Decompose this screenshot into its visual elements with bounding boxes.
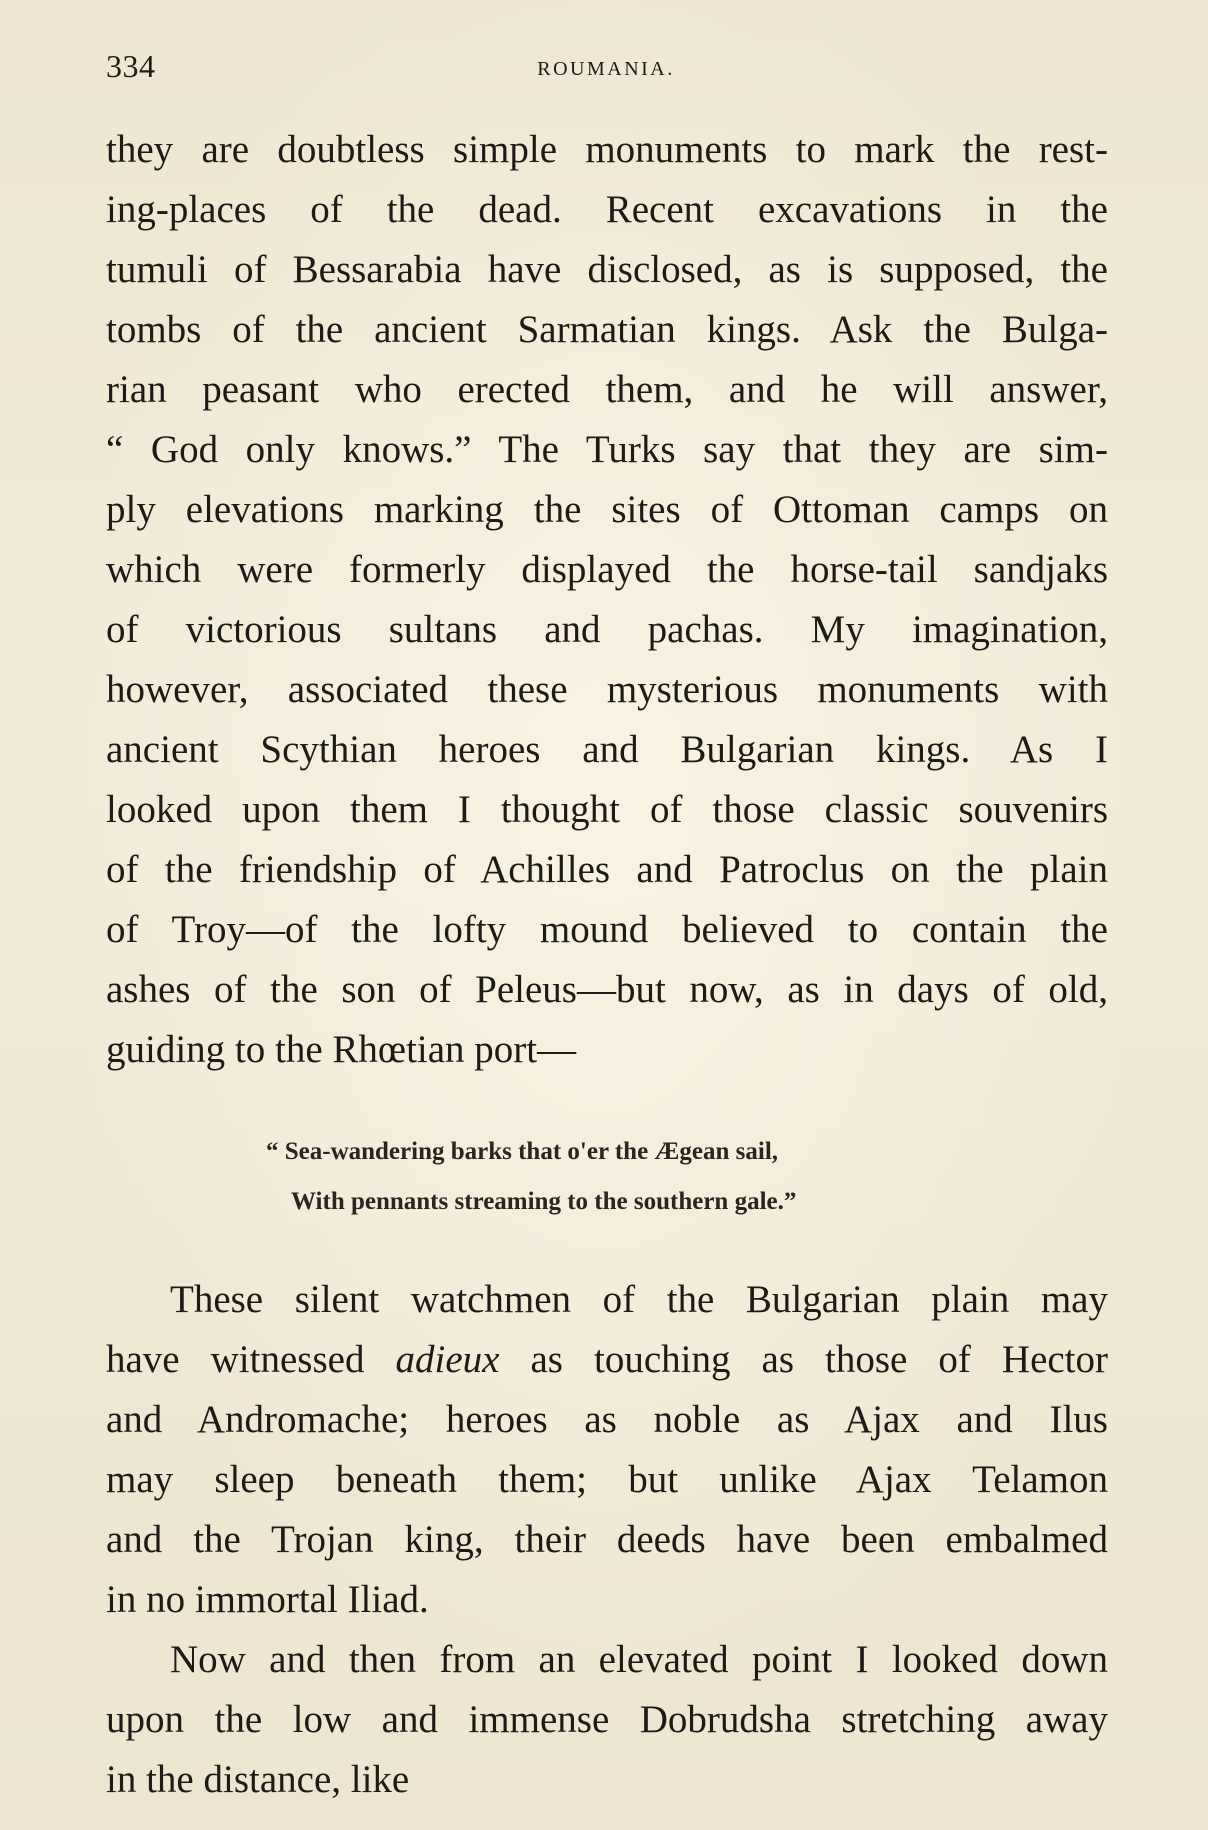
verse-line: With pennants streaming to the southern gale.” xyxy=(291,1188,797,1215)
text-line: and the Trojan king, their deeds have been embalmed xyxy=(106,1518,1108,1561)
text-fragment: as touching as those of Hector xyxy=(499,1338,1109,1381)
text-line: ashes of the son of Peleus—but now, as in days of old, xyxy=(106,968,1108,1011)
text-line: looked upon them I thought of those classic souvenirs xyxy=(106,788,1108,831)
text-line: and Andromache; heroes as noble as Ajax and Ilus xyxy=(106,1398,1108,1441)
paragraph-2-and-3 xyxy=(106,1270,1108,1810)
text-line: tumuli of Bessarabia have disclosed, as is supposed, the xyxy=(106,248,1108,291)
text-line: ply elevations marking the sites of Ottoman camps on xyxy=(106,488,1108,531)
italic-word: adieux xyxy=(395,1338,500,1381)
text-line: in no immortal Iliad. xyxy=(106,1578,429,1621)
text-line: in the distance, like xyxy=(106,1758,410,1801)
running-head: ROUMANIA. xyxy=(537,58,675,80)
text-line: guiding to the Rhœtian port— xyxy=(106,1028,577,1071)
text-line: may sleep beneath them; but unlike Ajax Telamon xyxy=(106,1458,1108,1501)
text-line: of Troy—of the lofty mound believed to contain the xyxy=(106,908,1108,951)
text-line: rian peasant who erected them, and he will answer, xyxy=(106,368,1108,411)
text-line: which were formerly displayed the horse-tail sandjaks xyxy=(106,548,1108,591)
text-line: tombs of the ancient Sarmatian kings. Ask the Bulga- xyxy=(106,308,1108,351)
text-line: of the friendship of Achilles and Patroclus on the plain xyxy=(106,848,1108,891)
verse-line: “ Sea-wandering barks that o'er the Ægean sail, xyxy=(266,1138,779,1165)
text-fragment: have witnessed xyxy=(106,1338,396,1381)
text-line: upon the low and immense Dobrudsha stretching away xyxy=(106,1698,1108,1741)
text-line: ing-places of the dead. Recent excavations in the xyxy=(106,188,1108,231)
page-number: 334 xyxy=(106,48,156,84)
text-line: however, associated these mysterious monuments with xyxy=(106,668,1108,711)
text-line: “ God only knows.” The Turks say that they are sim- xyxy=(106,428,1108,471)
text-line: Now and then from an elevated point I looked down xyxy=(170,1638,1108,1681)
paragraph-1 xyxy=(106,120,1108,1080)
text-line: they are doubtless simple monuments to mark the rest- xyxy=(106,128,1108,171)
text-line: ancient Scythian heroes and Bulgarian kings. As I xyxy=(106,728,1108,771)
verse-quotation xyxy=(106,1127,1108,1227)
page-header xyxy=(106,48,1106,92)
text-line: These silent watchmen of the Bulgarian plain may xyxy=(170,1278,1108,1321)
text-line: of victorious sultans and pachas. My imagination, xyxy=(106,608,1108,651)
text-line xyxy=(106,1330,1108,1390)
